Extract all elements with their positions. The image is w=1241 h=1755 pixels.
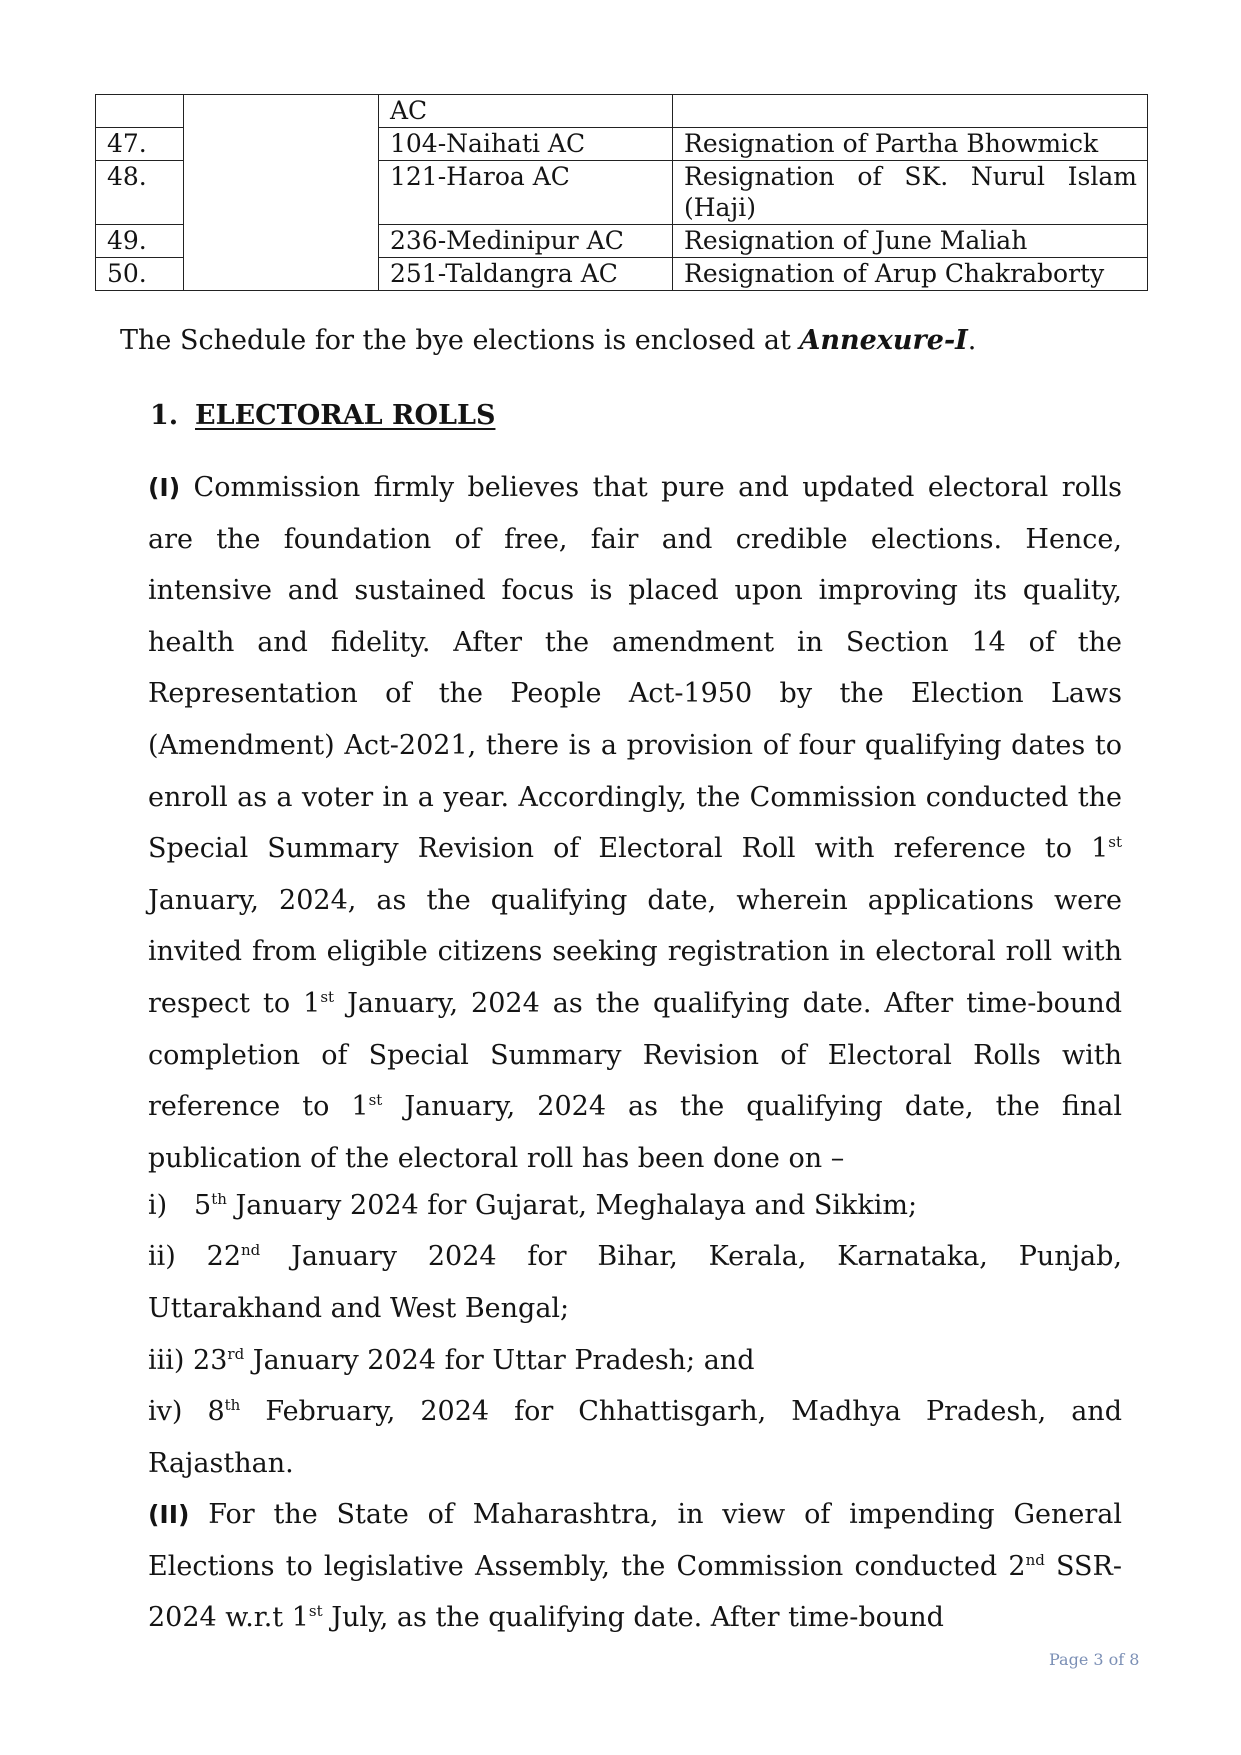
list-marker: iii) [148,1345,185,1376]
row-number [96,95,184,128]
list-item [148,1335,1122,1387]
section-number: 1. [150,400,179,431]
list-day: 22 [206,1241,241,1272]
assembly-constituency: 251-Taldangra AC [379,258,673,291]
row-number: 47. [96,128,184,161]
assembly-constituency: AC [379,95,673,128]
ordinal-suffix: st [320,987,335,1006]
list-text: January 2024 for Bihar, Kerala, Karnataka, Punjab, Uttarakhand and West Bengal; [148,1241,1122,1324]
list-day: 8 [207,1396,225,1427]
paragraph-electoral-rolls-1 [148,462,1122,1184]
table-row [96,95,1148,128]
annexure-reference: Annexure-I [799,325,968,356]
list-day: 23 [193,1345,228,1376]
row-number: 50. [96,258,184,291]
schedule-note [120,325,976,356]
vacancy-reason [673,95,1148,128]
bye-election-table [95,94,1148,291]
ordinal-suffix: th [224,1396,241,1414]
ordinal-suffix: nd [241,1241,261,1259]
ordinal-suffix: st [1108,833,1122,852]
paragraph-electoral-rolls-2 [148,1489,1122,1644]
paragraph-text: Commission firmly believes that pure and updated electoral rolls are the foundation of free, fair and credible elections. Hence, intensive and sustained focus is placed upon improving its quality, health and fidelity. After the amendment in Section 14 of the Representation of the People Act-1950 by the Election Laws (Amendment) Act-2021, there is a provision of four qualifying dates to enroll as a voter in a year. Accordingly, the Commission conducted the Special Summary Revision of Electoral Roll with reference to 1 [148,472,1122,865]
ordinal-suffix: st [368,1091,383,1110]
page-number: Page 3 of 8 [1049,1650,1140,1669]
section-title: ELECTORAL ROLLS [195,400,496,431]
ordinal-suffix: rd [227,1345,245,1363]
list-item [148,1180,1122,1232]
section-heading [150,400,495,431]
paragraph-text: January, 2024 as the qualifying date, the final publication of the electoral roll has been done on – [148,1091,1123,1174]
paragraph-text: January, 2024, as the qualifying date, wherein applications were invited from eligible citizens seeking registration in electoral roll with respect to 1 [148,884,1122,1019]
list-day: 5 [194,1190,212,1221]
schedule-end: . [967,325,977,356]
state-cell [184,95,379,291]
list-marker: i) [148,1190,168,1221]
paragraph-marker: (II) [148,1500,190,1529]
paragraph-text: January, 2024 as the qualifying date. After time-bound completion of Special Summary Revision of Electoral Rolls with reference to 1 [148,987,1122,1123]
paragraph-text: SSR-2024 w.r.t 1 [148,1550,1122,1634]
list-marker: iv) [148,1396,183,1427]
list-text: January 2024 for Gujarat, Meghalaya and Sikkim; [226,1190,918,1221]
schedule-text: The Schedule for the bye elections is enclosed at [120,325,800,356]
list-marker: ii) [148,1241,176,1272]
list-text: January 2024 for Uttar Pradesh; and [244,1345,755,1376]
ordinal-suffix: th [211,1190,227,1208]
paragraph-text: For the State of Maharashtra, in view of impending General Elections to legislative Assembly, the Commission conducted 2 [148,1499,1122,1582]
row-number: 48. [96,161,184,225]
vacancy-reason: Resignation of Arup Chakraborty [673,258,1148,291]
ordinal-suffix: nd [1025,1550,1045,1569]
list-item [148,1231,1122,1334]
vacancy-reason: Resignation of June Maliah [673,225,1148,258]
assembly-constituency: 104-Naihati AC [379,128,673,161]
vacancy-reason: Resignation of SK. Nurul Islam (Haji) [673,161,1148,225]
vacancy-reason: Resignation of Partha Bhowmick [673,128,1148,161]
list-item [148,1386,1122,1489]
assembly-constituency: 236-Medinipur AC [379,225,673,258]
ordinal-suffix: st [308,1602,323,1621]
row-number: 49. [96,225,184,258]
list-text: February, 2024 for Chhattisgarh, Madhya Pradesh, and Rajasthan. [148,1396,1122,1479]
paragraph-text: July, as the qualifying date. After time-bound [322,1602,944,1634]
paragraph-marker: (I) [148,473,181,502]
assembly-constituency: 121-Haroa AC [379,161,673,225]
